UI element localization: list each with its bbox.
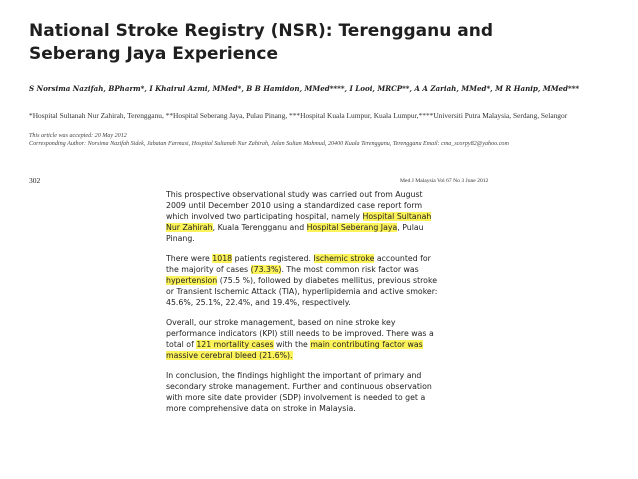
paper-title: National Stroke Registry (NSR): Terengganu and Seberang Jaya Experience	[29, 21, 494, 64]
text-span: , Pulau Pinang.	[166, 223, 424, 243]
author-list: S Norsima Nazifah, BPharm*, I Khairul Azmi, MMed*, B B Hamidon, MMed****, I Looi, MRCP**, A A Zariah, MMed*, M R Hanip, MMed***	[29, 84, 580, 93]
highlight-main-factor: main contributing factor was massive cerebral bleed (21.6%).	[166, 340, 423, 360]
highlight-hospital-seberang: Hospital Seberang Jaya	[306, 223, 398, 232]
highlight-patient-count: 1018	[212, 254, 233, 263]
highlight-percentage: (73.3%)	[250, 265, 282, 274]
text-span: Overall, our stroke management, based on nine stroke key performance indicators (KPI) still needs to be improved. There was a total of	[166, 318, 434, 349]
accepted-date: This article was accepted: 20 May 2012	[29, 133, 127, 139]
correspondence: Corresponding Author: Norsima Nazifah Sidek, Jabatan Farmasi, Hospital Sultanah Nur Zahirah, Jalan Sultan Mahmud, 20400 Kuala Terengganu, Terengganu Email: cma_scorpy82@yahoo.com	[29, 141, 509, 147]
highlight-mortality: 121 mortality cases	[196, 340, 274, 349]
abstract-paragraph-1	[166, 189, 442, 244]
highlight-hypertension: hypertension	[166, 276, 218, 285]
text-span: There were	[166, 254, 213, 263]
text-span: (75.5 %), followed by diabetes mellitus, previous stroke or Transient Ischemic Attack (TIA), hyperlipidemia and active smoker: 45.6%, 25.1%, 22.4%, and 19.4%, respectively.	[166, 276, 438, 307]
text-span: accounted for the majority of cases	[166, 254, 431, 274]
abstract	[166, 189, 442, 423]
highlight-hospital-sultanah: Hospital Sultanah Nur Zahirah	[166, 212, 432, 232]
affiliations: *Hospital Sultanah Nur Zahirah, Terengganu, **Hospital Seberang Jaya, Pulau Pinang, ***Hospital Kuala Lumpur, Kuala Lumpur,****Universiti Putra Malaysia, Serdang, Selangor	[29, 111, 568, 120]
page-number: 302	[29, 176, 41, 185]
highlight-ischemic-stroke: Ischemic stroke	[313, 254, 375, 263]
abstract-paragraph-4: In conclusion, the findings highlight the important of primary and secondary stroke management. Further and continuous observation with more site date provider (SDP) involvement is needed to get a more comprehensive data on stroke in Malaysia.	[166, 371, 432, 413]
abstract-paragraph-2	[166, 253, 442, 308]
text-span: This prospective observational study was carried out from August 2009 until December 2010 using a standardized case report form which involved two participating hospital, namely	[166, 190, 423, 221]
text-span: patients registered.	[232, 254, 314, 263]
abstract-paragraph-3	[166, 317, 442, 361]
journal-citation: Med J Malaysia Vol 67 No 3 June 2012	[400, 178, 489, 184]
text-span: , Kuala Terengganu and	[212, 223, 307, 232]
text-span: . The most common risk factor was	[281, 265, 419, 274]
text-span: with the	[273, 340, 311, 349]
